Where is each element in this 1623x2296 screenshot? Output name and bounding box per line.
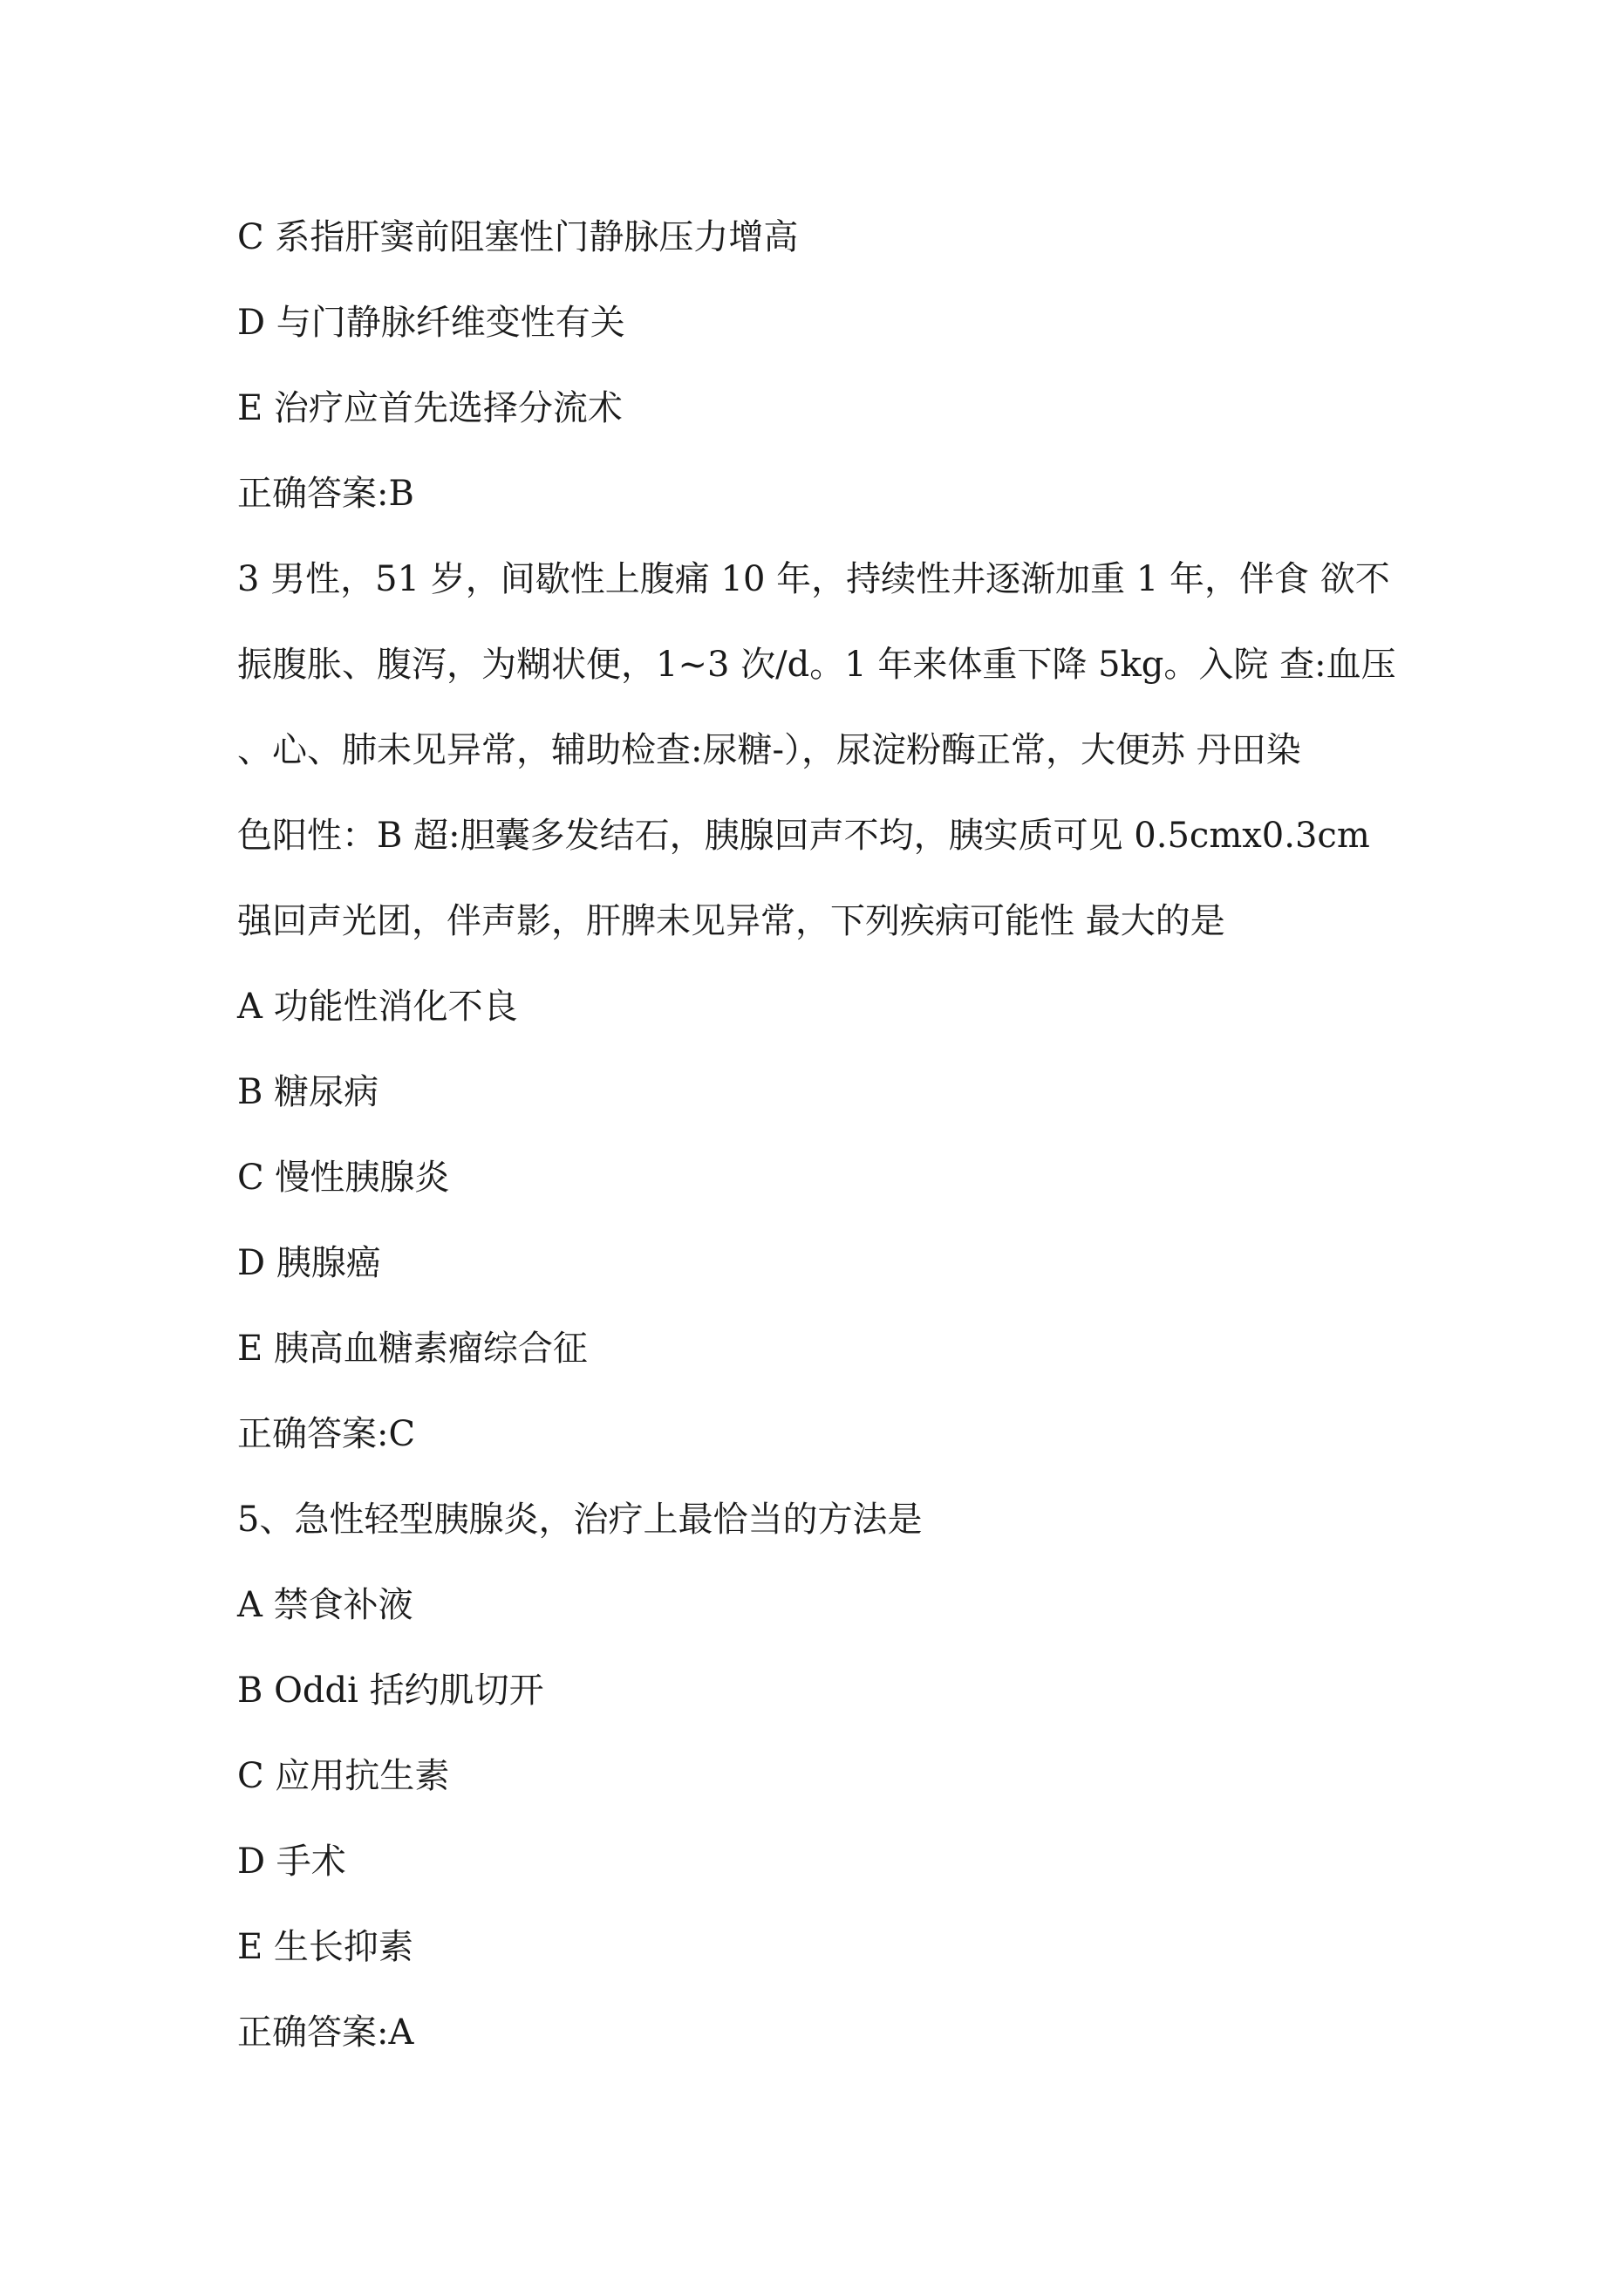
question-stem-line: 3 男性，51 岁，间歇性上腹痛 10 年，持续性井逐渐加重 1 年，伴食 欲不 [237,559,1390,599]
option-c: C 应用抗生素 [237,1756,450,1796]
answer-line: 正确答案:B [237,474,414,514]
option-c: C 系指肝窦前阻塞性门静脉压力增高 [237,217,799,257]
option-a: A 禁食补液 [237,1585,413,1625]
question-stem: 5、急性轻型胰腺炎，治疗上最恰当的方法是 [237,1500,923,1540]
option-d: D 手术 [237,1842,346,1882]
question-stem-line: 、心、肺未见异常，辅助检查:尿糖-），尿淀粉酶正常，大便苏 丹田染 [237,730,1301,770]
question-stem-line: 色阳性：B 超:胆囊多发结石，胰腺回声不均，胰实质可见 0.5cmx0.3cm [237,816,1370,856]
option-d: D 与门静脉纤维变性有关 [237,303,625,343]
option-e: E 胰高血糖素瘤综合征 [237,1329,588,1369]
option-a: A 功能性消化不良 [237,987,518,1027]
answer-line: 正确答案:C [237,1414,416,1454]
option-e: E 生长抑素 [237,1927,413,1967]
question-stem-line: 强回声光团，伴声影，肝脾未见异常，下列疾病可能性 最大的是 [237,901,1225,941]
question-stem-line: 振腹胀、腹泻，为糊状便，1~3 次/d。1 年来体重下降 5kg。入院 查:血压 [237,645,1396,685]
answer-line: 正确答案:A [237,2012,414,2053]
option-e: E 治疗应首先选择分流术 [237,388,623,428]
option-b: B 糖尿病 [237,1072,379,1112]
option-c: C 慢性胰腺炎 [237,1158,450,1198]
option-b: B Oddi 括约肌切开 [237,1671,544,1711]
option-d: D 胰腺癌 [237,1243,381,1283]
